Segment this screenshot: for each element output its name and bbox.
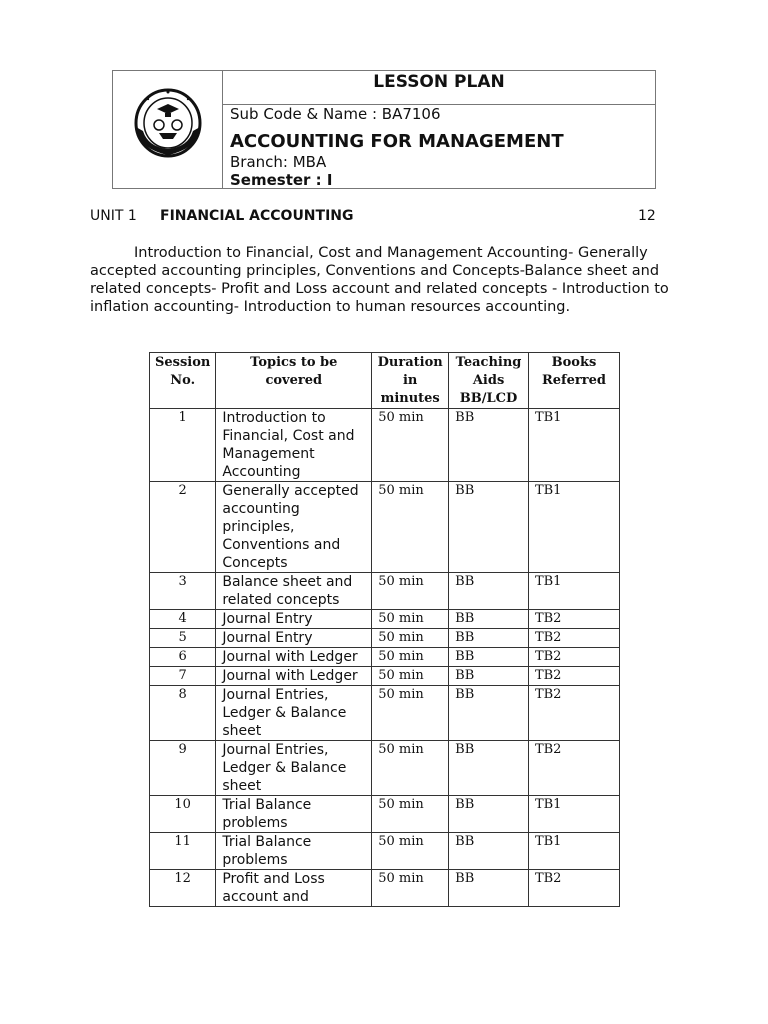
title-row [223, 71, 655, 105]
session-no-cell: 1 [150, 409, 216, 482]
unit-description [90, 244, 674, 316]
topic-cell: Journal with Ledger [216, 648, 372, 667]
duration-cell: 50 min [372, 796, 449, 833]
subject-code: Sub Code & Name : BA7106 [230, 105, 441, 123]
session-no-cell: 7 [150, 667, 216, 686]
aids-cell: BB [449, 409, 529, 482]
session-no-cell: 6 [150, 648, 216, 667]
session-no-cell: 12 [150, 870, 216, 907]
duration-cell: 50 min [372, 686, 449, 741]
session-rows [150, 409, 620, 907]
topic-cell: Journal Entry [216, 610, 372, 629]
books-cell: TB2 [528, 629, 619, 648]
duration-cell: 50 min [372, 573, 449, 610]
books-cell: TB2 [528, 648, 619, 667]
session-no-cell: 2 [150, 482, 216, 573]
table-header-row [150, 353, 620, 409]
aids-cell: BB [449, 482, 529, 573]
col-header-topics: Topics to be covered [216, 353, 372, 409]
unit-hours: 12 [638, 208, 656, 224]
books-cell: TB2 [528, 870, 619, 907]
table-row [150, 870, 620, 907]
table-row [150, 648, 620, 667]
topic-cell: Journal Entries, Ledger & Balance sheet [216, 741, 372, 796]
table-row [150, 573, 620, 610]
table-row [150, 409, 620, 482]
duration-cell: 50 min [372, 667, 449, 686]
table-row [150, 686, 620, 741]
aids-cell: BB [449, 833, 529, 870]
books-cell: TB1 [528, 482, 619, 573]
aids-cell: BB [449, 686, 529, 741]
col-header-books: Books Referred [528, 353, 619, 409]
duration-cell: 50 min [372, 870, 449, 907]
topic-cell: Journal with Ledger [216, 667, 372, 686]
books-cell: TB1 [528, 833, 619, 870]
session-table [149, 352, 620, 907]
header-box [112, 70, 656, 189]
session-no-cell: 11 [150, 833, 216, 870]
unit-description-text: Introduction to Financial, Cost and Management Accounting- Generally accepted accounting principles, Conventions and Concepts-Balance sheet and related concepts- Profit and Loss account and related concepts - Introduction to inflation accounting- Introduction to human resources accounting. [90, 245, 669, 315]
aids-cell: BB [449, 667, 529, 686]
table-row [150, 833, 620, 870]
session-no-cell: 8 [150, 686, 216, 741]
session-no-cell: 4 [150, 610, 216, 629]
col-header-duration: Duration in minutes [372, 353, 449, 409]
table-row [150, 482, 620, 573]
duration-cell: 50 min [372, 610, 449, 629]
institution-logo-icon [133, 87, 203, 159]
topic-cell: Trial Balance problems [216, 796, 372, 833]
topic-cell: Introduction to Financial, Cost and Management Accounting [216, 409, 372, 482]
col-header-session: Session No. [150, 353, 216, 409]
table-row [150, 796, 620, 833]
books-cell: TB2 [528, 686, 619, 741]
books-cell: TB1 [528, 409, 619, 482]
topic-cell: Balance sheet and related concepts [216, 573, 372, 610]
session-no-cell: 10 [150, 796, 216, 833]
aids-cell: BB [449, 648, 529, 667]
duration-cell: 50 min [372, 741, 449, 796]
session-no-cell: 3 [150, 573, 216, 610]
aids-cell: BB [449, 796, 529, 833]
table-row [150, 741, 620, 796]
unit-label: UNIT 1 [90, 208, 137, 224]
books-cell: TB1 [528, 573, 619, 610]
duration-cell: 50 min [372, 648, 449, 667]
session-no-cell: 5 [150, 629, 216, 648]
logo-cell [113, 71, 223, 188]
semester: Semester : I [230, 171, 333, 189]
duration-cell: 50 min [372, 409, 449, 482]
topic-cell: Journal Entry [216, 629, 372, 648]
topic-cell: Journal Entries, Ledger & Balance sheet [216, 686, 372, 741]
books-cell: TB2 [528, 741, 619, 796]
topic-cell: Generally accepted accounting principles, Conventions and Concepts [216, 482, 372, 573]
topic-cell: Profit and Loss account and [216, 870, 372, 907]
topic-cell: Trial Balance problems [216, 833, 372, 870]
duration-cell: 50 min [372, 833, 449, 870]
books-cell: TB2 [528, 610, 619, 629]
aids-cell: BB [449, 573, 529, 610]
aids-cell: BB [449, 741, 529, 796]
books-cell: TB2 [528, 667, 619, 686]
session-no-cell: 9 [150, 741, 216, 796]
aids-cell: BB [449, 629, 529, 648]
table-row [150, 610, 620, 629]
aids-cell: BB [449, 870, 529, 907]
unit-title: FINANCIAL ACCOUNTING [160, 208, 354, 224]
course-name: ACCOUNTING FOR MANAGEMENT [230, 131, 564, 152]
aids-cell: BB [449, 610, 529, 629]
page-title: LESSON PLAN [373, 72, 505, 92]
col-header-aids: Teaching Aids BB/LCD [449, 353, 529, 409]
table-row [150, 667, 620, 686]
branch: Branch: MBA [230, 153, 327, 171]
books-cell: TB1 [528, 796, 619, 833]
duration-cell: 50 min [372, 482, 449, 573]
table-row [150, 629, 620, 648]
duration-cell: 50 min [372, 629, 449, 648]
